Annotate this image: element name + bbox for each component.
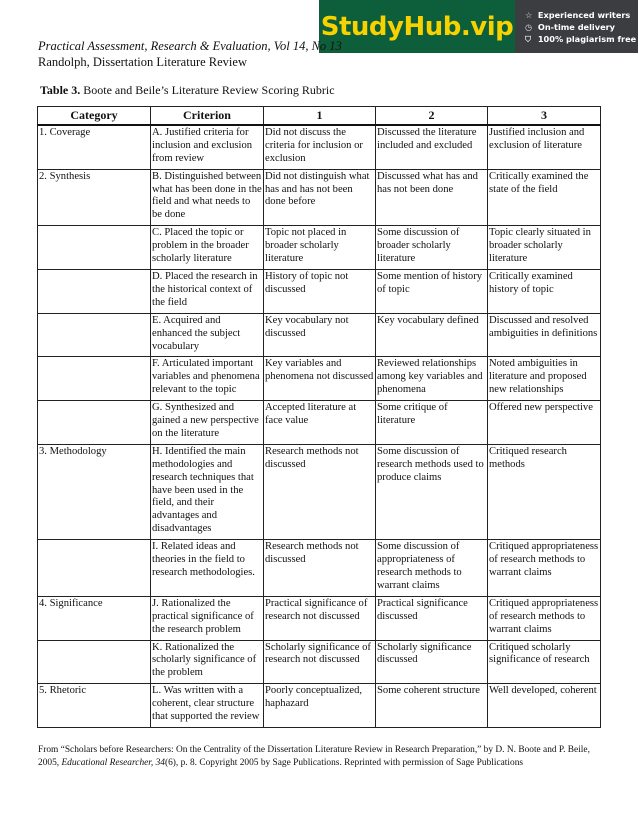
criterion-cell: B. Distinguished between what has been done in the field and what needs to be done (151, 169, 264, 226)
score-2-cell: Discussed what has and has not been done (376, 169, 488, 226)
criterion-cell: D. Placed the research in the historical context of the field (151, 269, 264, 313)
score-1-cell: Topic not placed in broader scholarly literature (264, 226, 376, 270)
score-3-cell: Offered new perspective (488, 401, 601, 445)
rubric-body (38, 125, 601, 728)
category-cell (38, 401, 151, 445)
score-3-cell: Noted ambiguities in literature and proposed new relationships (488, 357, 601, 401)
header-row (38, 107, 601, 125)
score-3-cell: Critiqued research methods (488, 444, 601, 539)
score-2-cell: Some coherent structure (376, 684, 488, 728)
score-1-cell: Research methods not discussed (264, 540, 376, 597)
rubric-table (37, 106, 601, 728)
category-cell: 4. Significance (38, 596, 151, 640)
criterion-cell: F. Articulated important variables and phenomena relevant to the topic (151, 357, 264, 401)
running-head (38, 38, 342, 70)
score-2-cell: Key vocabulary defined (376, 313, 488, 357)
ad-banner[interactable] (319, 0, 638, 53)
score-1-cell: Did not discuss the criteria for inclusion or exclusion (264, 125, 376, 169)
table-row (38, 125, 601, 169)
perk-item (525, 9, 636, 21)
table-row (38, 313, 601, 357)
category-cell (38, 269, 151, 313)
score-2-cell: Reviewed relationships among key variables and phenomena (376, 357, 488, 401)
category-cell (38, 540, 151, 597)
source-journal: Educational Researcher, 34 (61, 758, 165, 768)
table-row (38, 401, 601, 445)
perk-item (525, 33, 636, 45)
score-3-cell: Topic clearly situated in broader scholarly literature (488, 226, 601, 270)
perk-label: On-time delivery (537, 21, 615, 32)
perk-label: Experienced writers (537, 9, 631, 20)
category-cell: 2. Synthesis (38, 169, 151, 226)
category-cell (38, 640, 151, 684)
category-cell (38, 357, 151, 401)
source-text: From “Scholars before Researchers: On the Centrality of the Dissertation Literature Review in Research Preparation,” by D. N. Boote and P. Beile, 2005, (38, 745, 590, 768)
score-2-cell: Some discussion of research methods used to produce claims (376, 444, 488, 539)
score-2-cell: Scholarly significance discussed (376, 640, 488, 684)
criterion-cell: L. Was written with a coherent, clear structure that supported the review (151, 684, 264, 728)
clock-icon: ◷ (525, 21, 533, 32)
table-row (38, 444, 601, 539)
column-header-criterion: Criterion (151, 107, 264, 125)
score-1-cell: Accepted literature at face value (264, 401, 376, 445)
table-caption: Boote and Beile’s Literature Review Scoring Rubric (83, 83, 335, 97)
criterion-cell: A. Justified criteria for inclusion and exclusion from review (151, 125, 264, 169)
shield-icon: ⛉ (525, 33, 532, 44)
score-3-cell: Critically examined history of topic (488, 269, 601, 313)
score-1-cell: Did not distinguish what has and has not been done before (264, 169, 376, 226)
score-2-cell: Some discussion of appropriateness of research methods to warrant claims (376, 540, 488, 597)
score-2-cell: Some critique of literature (376, 401, 488, 445)
brand-logo[interactable]: StudyHub.vip (319, 0, 515, 53)
score-3-cell: Critically examined the state of the field (488, 169, 601, 226)
criterion-cell: G. Synthesized and gained a new perspective on the literature (151, 401, 264, 445)
perk-label: 100% plagiarism free (537, 33, 637, 44)
score-1-cell: Scholarly significance of research not discussed (264, 640, 376, 684)
category-cell: 5. Rhetoric (38, 684, 151, 728)
score-3-cell: Well developed, coherent (488, 684, 601, 728)
star-icon: ☆ (525, 9, 533, 20)
score-1-cell: Key variables and phenomena not discussed (264, 357, 376, 401)
score-3-cell: Discussed and resolved ambiguities in definitions (488, 313, 601, 357)
category-cell (38, 313, 151, 357)
score-3-cell: Critiqued appropriateness of research methods to warrant claims (488, 540, 601, 597)
score-1-cell: Poorly conceptualized, haphazard (264, 684, 376, 728)
perk-list (515, 9, 636, 45)
criterion-cell: C. Placed the topic or problem in the broader scholarly literature (151, 226, 264, 270)
journal-line: Practical Assessment, Research & Evaluation, Vol 14, No 13 (38, 39, 342, 53)
score-2-cell: Some discussion of broader scholarly literature (376, 226, 488, 270)
table-row (38, 169, 601, 226)
table-row (38, 684, 601, 728)
score-1-cell: Key vocabulary not discussed (264, 313, 376, 357)
table-row (38, 596, 601, 640)
score-3-cell: Critiqued scholarly significance of research (488, 640, 601, 684)
category-cell: 1. Coverage (38, 125, 151, 169)
table-row (38, 269, 601, 313)
author-line: Randolph, Dissertation Literature Review (38, 55, 247, 69)
table-title (40, 83, 335, 98)
table-row (38, 540, 601, 597)
criterion-cell: E. Acquired and enhanced the subject vocabulary (151, 313, 264, 357)
perk-item (525, 21, 636, 33)
score-2-cell: Practical significance discussed (376, 596, 488, 640)
criterion-cell: I. Related ideas and theories in the field to research methodologies. (151, 540, 264, 597)
criterion-cell: J. Rationalized the practical significance of the research problem (151, 596, 264, 640)
score-1-cell: Research methods not discussed (264, 444, 376, 539)
criterion-cell: H. Identified the main methodologies and research techniques that have been used in the field, and their advantages and disadvantages (151, 444, 264, 539)
score-2-cell: Some mention of history of topic (376, 269, 488, 313)
column-header-score-2: 2 (376, 107, 488, 125)
table-row (38, 226, 601, 270)
score-1-cell: Practical significance of research not discussed (264, 596, 376, 640)
category-cell (38, 226, 151, 270)
score-1-cell: History of topic not discussed (264, 269, 376, 313)
column-header-score-1: 1 (264, 107, 376, 125)
score-3-cell: Critiqued appropriateness of research methods to warrant claims (488, 596, 601, 640)
score-2-cell: Discussed the literature included and excluded (376, 125, 488, 169)
column-header-category: Category (38, 107, 151, 125)
table-row (38, 357, 601, 401)
source-text-end: (6), p. 8. Copyright 2005 by Sage Publications. Reprinted with permission of Sage Publications (164, 758, 524, 768)
column-header-score-3: 3 (488, 107, 601, 125)
source-note (38, 744, 606, 770)
table-row (38, 640, 601, 684)
category-cell: 3. Methodology (38, 444, 151, 539)
score-3-cell: Justified inclusion and exclusion of literature (488, 125, 601, 169)
table-label: Table 3. (40, 83, 81, 97)
criterion-cell: K. Rationalized the scholarly significance of the problem (151, 640, 264, 684)
